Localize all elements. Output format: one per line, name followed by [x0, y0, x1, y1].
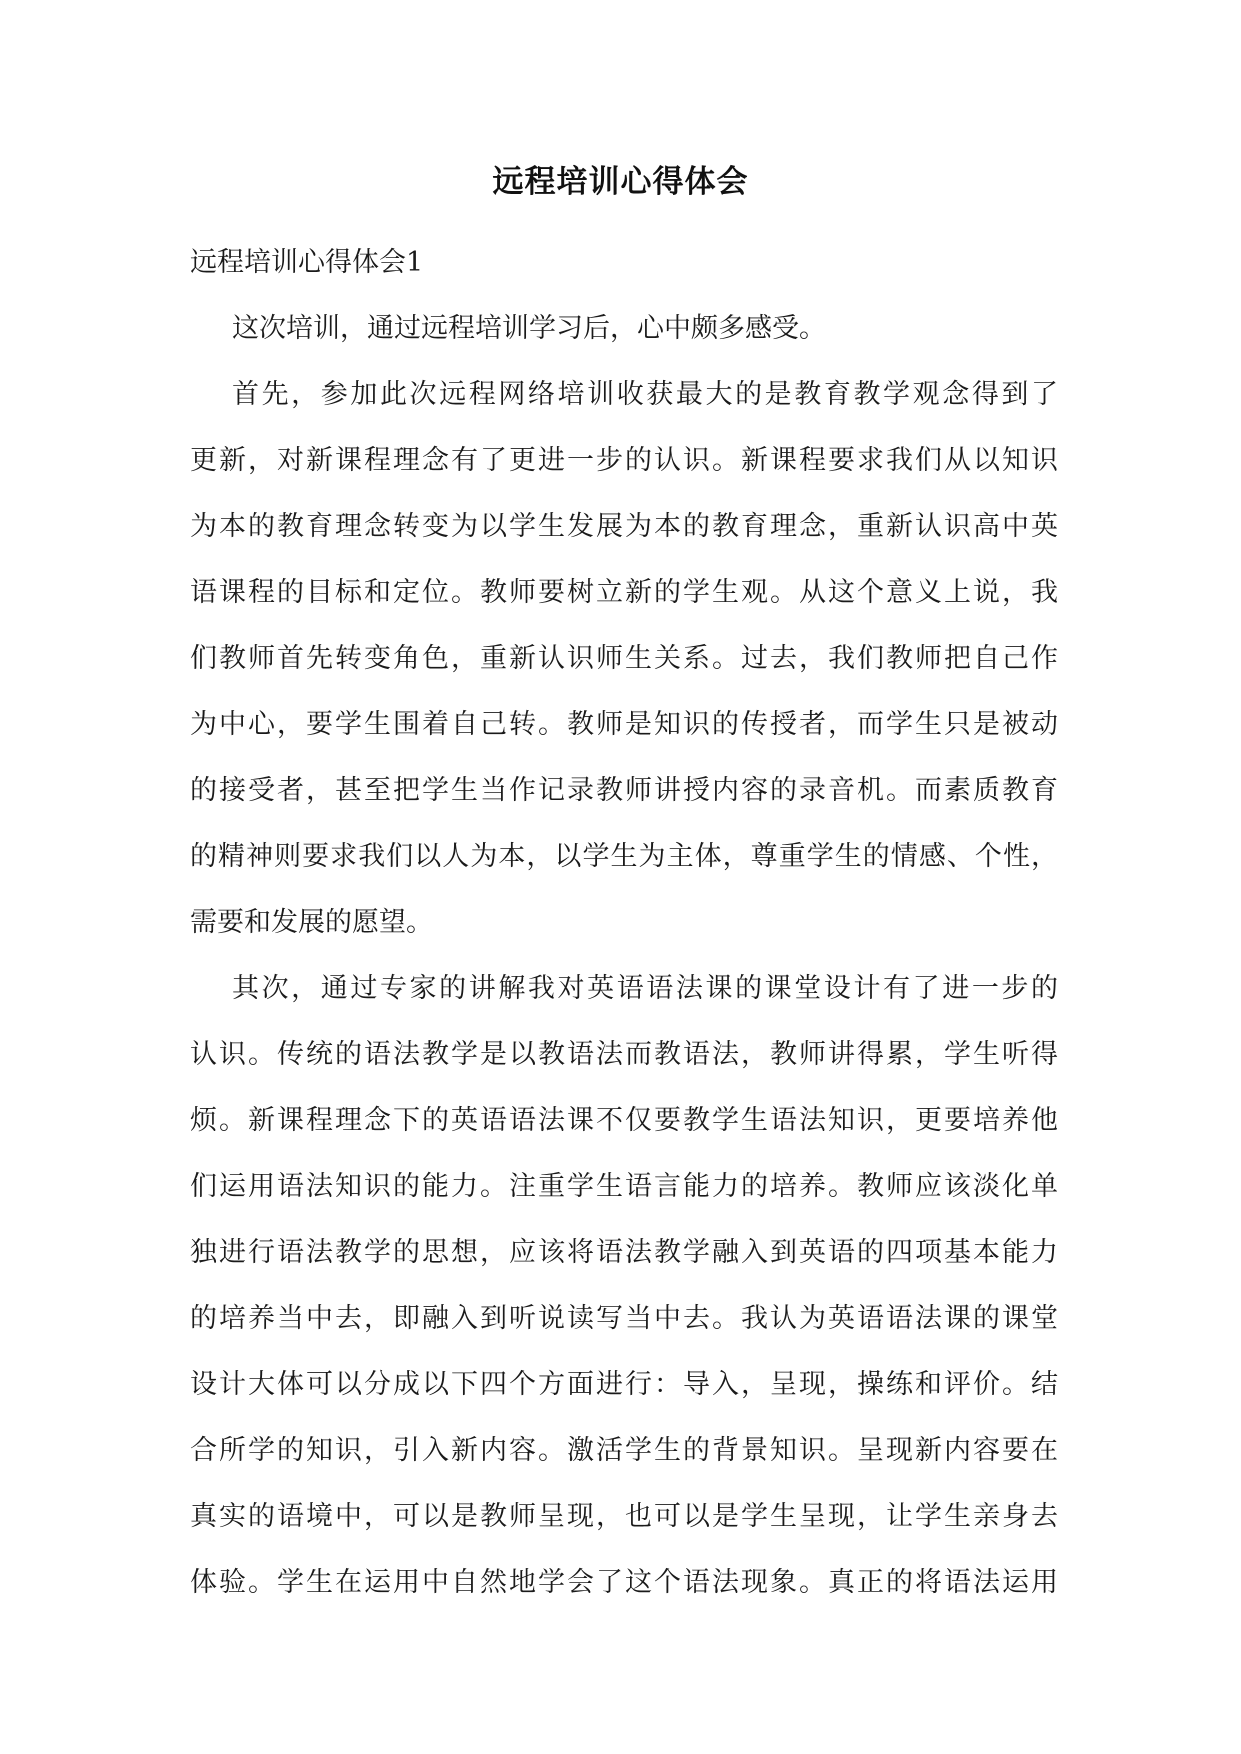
paragraph-line: 语课程的目标和定位。教师要树立新的学生观。从这个意义上说，我	[190, 577, 1058, 608]
paragraph-line: 需要和发展的愿望。	[190, 907, 433, 938]
document-title: 远程培训心得体会	[492, 164, 749, 200]
paragraph-line: 设计大体可以分成以下四个方面进行：导入，呈现，操练和评价。结	[190, 1369, 1058, 1400]
paragraph-3	[190, 956, 1058, 1616]
paragraph-line: 为中心，要学生围着自己转。教师是知识的传授者，而学生只是被动	[190, 709, 1058, 740]
paragraph-line: 认识。传统的语法教学是以教语法而教语法，教师讲得累，学生听得	[190, 1039, 1058, 1070]
paragraph-line: 为本的教育理念转变为以学生发展为本的教育理念，重新认识高中英	[190, 511, 1058, 542]
paragraph-2	[190, 362, 1058, 956]
paragraph-line: 这次培训，通过远程培训学习后，心中颇多感受。	[232, 313, 826, 344]
paragraph-line: 们教师首先转变角色，重新认识师生关系。过去，我们教师把自己作	[190, 643, 1058, 674]
paragraph-line: 首先，参加此次远程网络培训收获最大的是教育教学观念得到了	[232, 379, 1058, 410]
paragraph-line: 其次，通过专家的讲解我对英语语法课的课堂设计有了进一步的	[232, 973, 1058, 1004]
paragraph-line: 的培养当中去，即融入到听说读写当中去。我认为英语语法课的课堂	[190, 1303, 1058, 1334]
paragraph-line: 真实的语境中，可以是教师呈现，也可以是学生呈现，让学生亲身去	[190, 1501, 1058, 1532]
document-body	[190, 230, 1058, 1616]
paragraph-line: 合所学的知识，引入新内容。激活学生的背景知识。呈现新内容要在	[190, 1435, 1058, 1466]
paragraph-1	[190, 296, 1058, 362]
section-heading: 远程培训心得体会1	[190, 247, 424, 278]
paragraph-line: 独进行语法教学的思想，应该将语法教学融入到英语的四项基本能力	[190, 1237, 1058, 1268]
paragraph-line: 们运用语法知识的能力。注重学生语言能力的培养。教师应该淡化单	[190, 1171, 1058, 1202]
paragraph-line: 更新，对新课程理念有了更进一步的认识。新课程要求我们从以知识	[190, 445, 1058, 476]
paragraph-line: 体验。学生在运用中自然地学会了这个语法现象。真正的将语法运用	[190, 1567, 1058, 1598]
paragraph-line: 的精神则要求我们以人为本，以学生为主体，尊重学生的情感、个性，	[190, 841, 1058, 872]
paragraph-line: 的接受者，甚至把学生当作记录教师讲授内容的录音机。而素质教育	[190, 775, 1058, 806]
paragraph-line: 烦。新课程理念下的英语语法课不仅要教学生语法知识，更要培养他	[190, 1105, 1058, 1136]
